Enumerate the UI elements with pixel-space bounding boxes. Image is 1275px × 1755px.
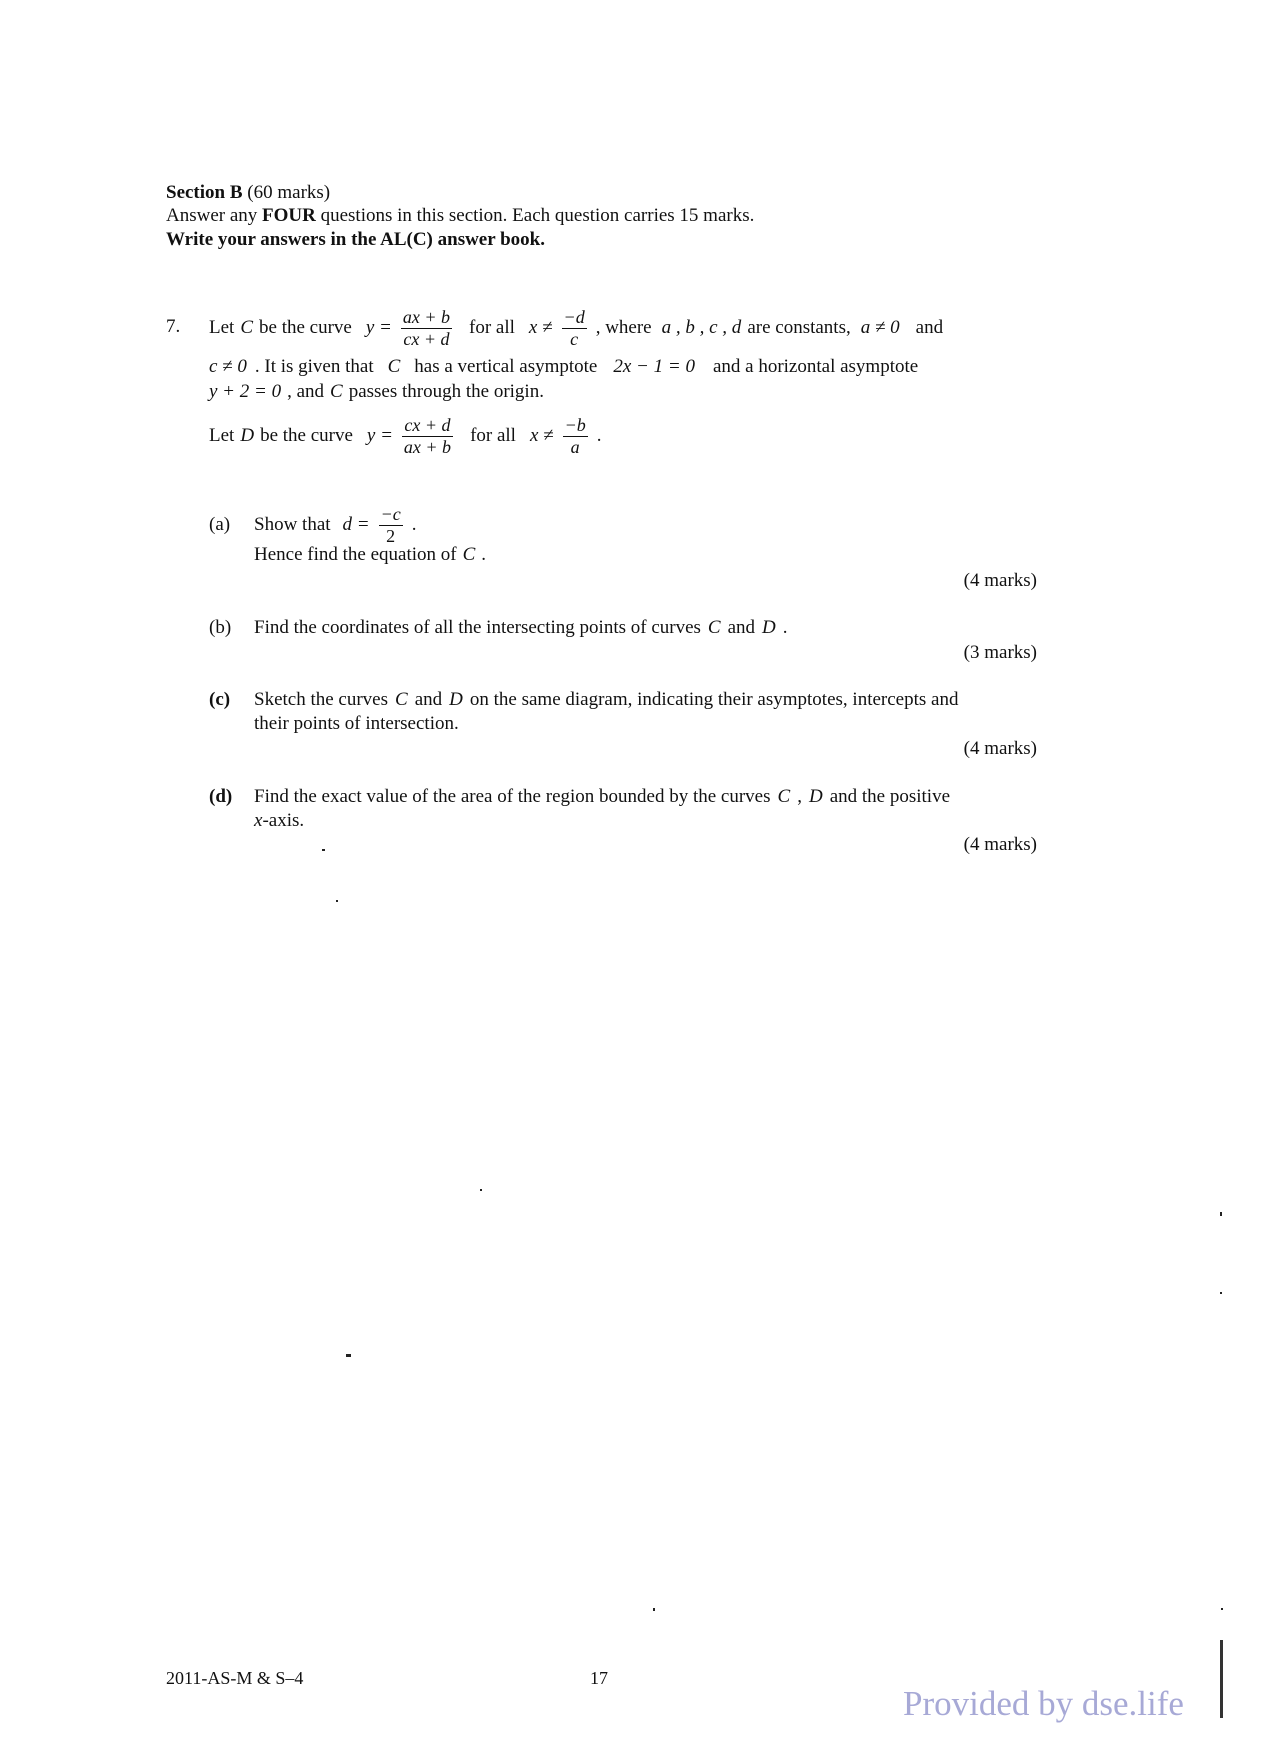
text: . It is given that	[254, 356, 374, 377]
text: Let	[209, 425, 235, 446]
fraction	[401, 307, 452, 350]
scan-speck	[1221, 1608, 1223, 1610]
part-d-line-2	[254, 809, 304, 833]
part-c-line-1	[254, 688, 958, 712]
question-line-4	[209, 408, 602, 464]
math-expr: y =	[365, 317, 392, 338]
math-expr: c ≠ 0	[209, 356, 247, 377]
scan-speck	[653, 1608, 655, 1611]
text: ,	[797, 786, 802, 807]
math-var: D	[240, 425, 255, 446]
part-a-marks: (4 marks)	[963, 570, 1037, 591]
text: has a vertical asymptote	[414, 356, 598, 377]
math-var: D	[449, 689, 463, 710]
math-var: C	[330, 381, 343, 402]
scan-speck	[1220, 1212, 1222, 1216]
fraction-numerator: −b	[564, 414, 586, 435]
watermark: Provided by dse.life	[903, 1684, 1184, 1723]
page-number: 17	[590, 1668, 608, 1688]
part-d-line-1	[254, 785, 950, 809]
part-b-label: (b)	[209, 617, 232, 638]
footer-code: 2011-AS-M & S–4	[166, 1668, 304, 1688]
math-var: C	[387, 356, 401, 377]
math-expr: x ≠	[528, 317, 553, 338]
text: Let	[209, 317, 235, 338]
text: , where	[595, 317, 652, 338]
text: and	[915, 317, 944, 338]
fraction	[563, 415, 588, 458]
part-a-line-2	[254, 543, 486, 567]
text: Show that	[254, 514, 331, 535]
question-line-2	[209, 355, 918, 379]
math-var: D	[762, 617, 776, 638]
fraction-numerator: ax + b	[402, 306, 451, 327]
math-expr: a ≠ 0	[860, 317, 900, 338]
fraction	[402, 415, 453, 458]
part-d-marks: (4 marks)	[963, 834, 1037, 855]
scan-speck	[322, 849, 325, 851]
section-title: Section B	[166, 182, 243, 203]
text: .	[411, 514, 417, 535]
fraction-denominator: a	[570, 436, 580, 457]
part-d-label: (d)	[209, 786, 233, 807]
math-expr: y =	[366, 425, 393, 446]
text: be the curve	[259, 317, 352, 338]
text: for all	[469, 317, 515, 338]
text: Find the exact value of the area of the region bounded by the curves	[254, 786, 771, 807]
text: Sketch the curves	[254, 689, 389, 710]
math-var: C	[395, 689, 408, 710]
math-expr: x ≠	[529, 425, 554, 446]
text: and	[727, 617, 756, 638]
fraction-numerator: −d	[563, 306, 585, 327]
fraction	[379, 504, 403, 547]
instruction-text: Answer any	[166, 205, 258, 226]
instruction-text: questions in this section. Each question carries 15 marks.	[320, 205, 755, 226]
fraction-denominator: ax + b	[403, 436, 452, 457]
math-expr: a , b , c , d	[661, 317, 742, 338]
question-number: 7.	[166, 316, 181, 337]
instruction-emphasis: FOUR	[262, 205, 316, 226]
text: are constants,	[747, 317, 851, 338]
text: .	[782, 617, 788, 638]
fraction	[562, 307, 587, 350]
part-c-label: (c)	[209, 689, 231, 710]
text: Hence find the equation of	[254, 544, 457, 565]
section-heading	[166, 181, 330, 205]
question-line-3	[209, 380, 544, 404]
text: passes through the origin.	[348, 381, 544, 402]
text: and a horizontal asymptote	[712, 356, 919, 377]
instruction-line-2: Write your answers in the AL(C) answer book.	[166, 229, 545, 250]
text: , and	[287, 381, 325, 402]
math-var: C	[240, 317, 254, 338]
question-line-1	[209, 300, 943, 356]
text: -axis.	[262, 810, 305, 831]
scan-edge-mark	[1220, 1640, 1223, 1718]
fraction-denominator: cx + d	[403, 328, 450, 349]
text: on the same diagram, indicating their asymptotes, intercepts and	[469, 689, 959, 710]
math-var: D	[808, 786, 823, 807]
scan-speck	[1220, 1292, 1222, 1294]
part-c-line-2: their points of intersection.	[254, 713, 459, 734]
text: and	[414, 689, 443, 710]
math-var: C	[462, 544, 476, 565]
fraction-numerator: cx + d	[404, 414, 451, 435]
fraction-numerator: −c	[380, 503, 401, 524]
math-var: C	[707, 617, 721, 638]
scan-speck	[480, 1189, 482, 1191]
instruction-line-1	[166, 204, 754, 228]
math-expr: d =	[342, 514, 370, 535]
part-a-label: (a)	[209, 514, 231, 535]
math-expr: 2x − 1 = 0	[613, 356, 695, 377]
section-marks: (60 marks)	[247, 182, 331, 203]
text: and the positive	[829, 786, 950, 807]
text: for all	[470, 425, 516, 446]
fraction-denominator: 2	[386, 525, 396, 546]
math-var: x	[254, 810, 263, 831]
math-var: C	[777, 786, 791, 807]
part-c-marks: (4 marks)	[963, 738, 1037, 759]
part-b-marks: (3 marks)	[963, 642, 1037, 663]
scan-speck	[346, 1354, 351, 1357]
text: be the curve	[260, 425, 353, 446]
text: .	[596, 425, 602, 446]
text: .	[481, 544, 487, 565]
text: Find the coordinates of all the intersecting points of curves	[254, 617, 701, 638]
part-b-line-1	[254, 616, 788, 640]
scan-speck	[336, 900, 338, 902]
fraction-denominator: c	[570, 328, 579, 349]
math-expr: y + 2 = 0	[209, 381, 282, 402]
